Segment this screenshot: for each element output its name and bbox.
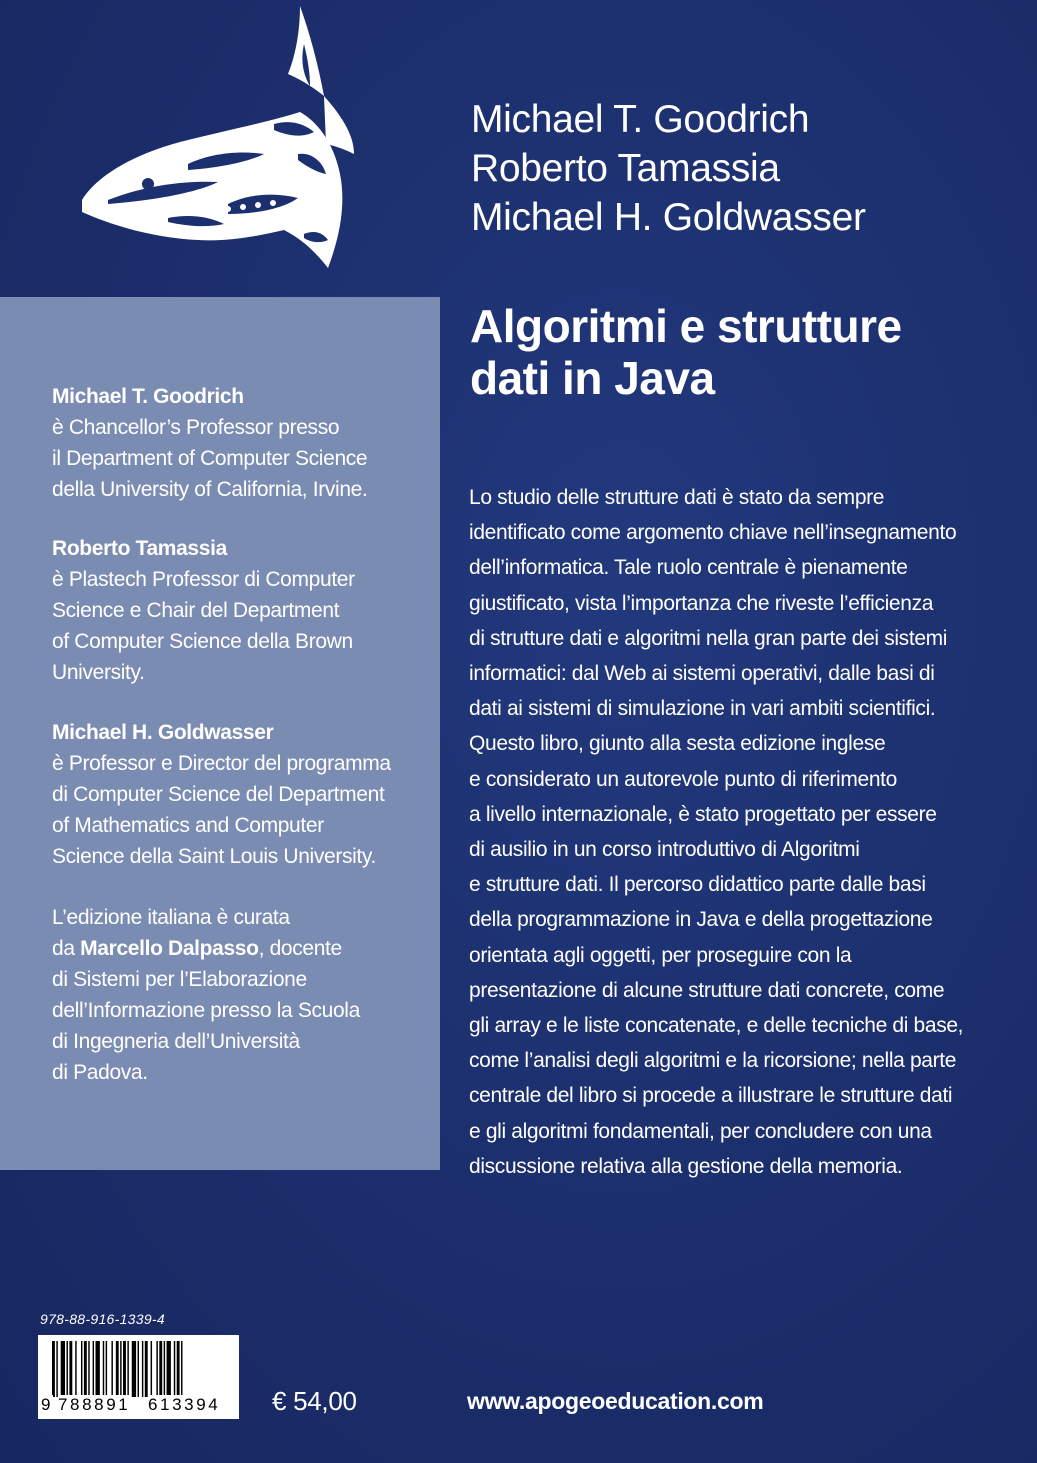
barcode-bar bbox=[120, 1341, 121, 1397]
editor-note-line bbox=[52, 933, 432, 964]
barcode-bar bbox=[69, 1341, 72, 1397]
description-line: centrale del libro si procede a illustrare le strutture dati bbox=[469, 1084, 953, 1108]
description-line: gli array e le liste concatenate, e delle tecniche di base, bbox=[469, 1014, 964, 1038]
author-bio bbox=[52, 533, 432, 688]
barcode-digits-left: 788891 bbox=[58, 1395, 131, 1414]
shark-logo-icon bbox=[78, 4, 358, 274]
description-line: e strutture dati. Il percorso didattico parte dalle basi bbox=[469, 873, 926, 897]
bio-line: di Computer Science del Department bbox=[52, 783, 385, 806]
barcode-digits-right: 613394 bbox=[148, 1395, 221, 1414]
author-bio-panel bbox=[0, 297, 440, 1170]
bio-author-name: Roberto Tamassia bbox=[52, 537, 227, 560]
book-title-line: dati in Java bbox=[470, 352, 715, 404]
editor-note-line: di Padova. bbox=[52, 1061, 148, 1084]
barcode-bar bbox=[123, 1341, 126, 1397]
bio-line: è Chancellor’s Professor presso bbox=[52, 416, 340, 439]
description-line: della programmazione in Java e della progettazione bbox=[469, 908, 933, 932]
barcode-bar bbox=[103, 1341, 104, 1397]
bio-line: è Professor e Director del programma bbox=[52, 752, 391, 775]
barcode-digit-first: 9 bbox=[41, 1395, 54, 1414]
author-bio bbox=[52, 381, 432, 505]
description-line: e considerato un autorevole punto di riferimento bbox=[469, 767, 897, 791]
barcode-bar bbox=[52, 1341, 55, 1397]
editor-note-line: L’edizione italiana è curata bbox=[52, 906, 290, 929]
barcode-bar bbox=[75, 1341, 76, 1397]
bio-line: della University of California, Irvine. bbox=[52, 478, 368, 501]
book-title bbox=[470, 300, 1010, 404]
description-line: di ausilio in un corso introduttivo di Algoritmi bbox=[469, 838, 860, 862]
barcode-bar bbox=[151, 1341, 152, 1397]
barcode-bar bbox=[164, 1341, 165, 1397]
barcode bbox=[38, 1335, 239, 1419]
barcode-bar bbox=[84, 1341, 87, 1397]
description-line: Lo studio delle strutture dati è stato da sempre bbox=[469, 486, 885, 509]
barcode-bar bbox=[156, 1341, 157, 1397]
barcode-bar bbox=[159, 1341, 162, 1397]
barcode-bar bbox=[116, 1341, 119, 1397]
description-line: presentazione di alcune strutture dati concrete, come bbox=[469, 978, 945, 1002]
bio-line: of Mathematics and Computer bbox=[52, 814, 324, 837]
barcode-bar bbox=[61, 1341, 65, 1397]
bio-author-name: Michael H. Goldwasser bbox=[52, 721, 274, 744]
description-line: dati ai sistemi di simulazione in vari ambiti scientifici. bbox=[469, 697, 936, 721]
description-line: discussione relativa alla gestione della memoria. bbox=[469, 1154, 903, 1178]
bio-line: è Plastech Professor di Computer bbox=[52, 568, 355, 591]
description-line: giustificato, vista l’importanza che riveste l’efficienza bbox=[469, 591, 934, 615]
description-line: come l’analisi degli algoritmi e la ricorsione; nella parte bbox=[469, 1049, 957, 1073]
barcode-bar bbox=[111, 1341, 112, 1397]
description-line: di strutture dati e algoritmi nella gran parte dei sistemi bbox=[469, 626, 948, 650]
italian-edition-note bbox=[52, 902, 432, 1088]
barcode-bar bbox=[67, 1341, 68, 1397]
barcode-bar bbox=[132, 1341, 136, 1397]
barcode-bar bbox=[142, 1341, 143, 1397]
author-name: Roberto Tamassia bbox=[471, 147, 780, 190]
barcode-bar bbox=[167, 1341, 171, 1397]
editor-note-line: di Ingegneria dell’Università bbox=[52, 1030, 300, 1053]
author-bio bbox=[52, 717, 432, 872]
bio-line: University. bbox=[52, 661, 145, 684]
barcode-bar bbox=[96, 1341, 100, 1397]
description-line: e gli algoritmi fondamentali, per concludere con una bbox=[469, 1119, 932, 1143]
description-line: a livello internazionale, è stato progettato per essere bbox=[469, 802, 937, 826]
author-list bbox=[471, 95, 866, 242]
barcode-bar bbox=[181, 1341, 182, 1397]
description-line: informatici: dal Web ai sistemi operativi, dalle basi di bbox=[469, 662, 935, 686]
barcode-bar bbox=[127, 1341, 128, 1397]
description-line: identificato come argomento chiave nell’insegnamento bbox=[469, 521, 957, 545]
editor-note-prefix: da bbox=[52, 937, 81, 960]
barcode-bar bbox=[93, 1341, 94, 1397]
barcode-bar bbox=[174, 1341, 175, 1397]
bio-line: il Department of Computer Science bbox=[52, 447, 368, 470]
description-line: orientata agli oggetti, per proseguire con la bbox=[469, 943, 852, 967]
publisher-website: www.apogeoeducation.com bbox=[467, 1388, 764, 1414]
isbn: 978-88-916-1339-4 bbox=[40, 1311, 165, 1327]
author-name: Michael H. Goldwasser bbox=[471, 196, 866, 239]
bio-line: Science e Chair del Department bbox=[52, 599, 340, 622]
barcode-bar bbox=[56, 1341, 57, 1397]
editor-note-line: di Sistemi per l’Elaborazione bbox=[52, 968, 307, 991]
book-title-line: Algoritmi e strutture bbox=[470, 300, 902, 352]
price: € 54,00 bbox=[272, 1386, 357, 1416]
description-line: Questo libro, giunto alla sesta edizione inglese bbox=[469, 732, 886, 756]
barcode-bar bbox=[177, 1341, 180, 1397]
author-name: Michael T. Goodrich bbox=[471, 98, 810, 141]
editor-note-suffix: , docente bbox=[258, 937, 342, 960]
bio-line: of Computer Science della Brown bbox=[52, 630, 353, 653]
barcode-bar bbox=[106, 1341, 107, 1397]
description-line: dell’informatica. Tale ruolo centrale è pienamente bbox=[469, 556, 908, 580]
book-description bbox=[469, 480, 1009, 1184]
barcode-bar bbox=[138, 1341, 139, 1397]
editor-note-line: dell’Informazione presso la Scuola bbox=[52, 999, 360, 1022]
barcode-bar bbox=[145, 1341, 148, 1397]
editor-name: Marcello Dalpasso bbox=[80, 937, 259, 960]
bio-author-name: Michael T. Goodrich bbox=[52, 385, 244, 408]
bio-line: Science della Saint Louis University. bbox=[52, 845, 376, 868]
barcode-bar bbox=[81, 1341, 82, 1397]
barcode-bar bbox=[88, 1341, 89, 1397]
